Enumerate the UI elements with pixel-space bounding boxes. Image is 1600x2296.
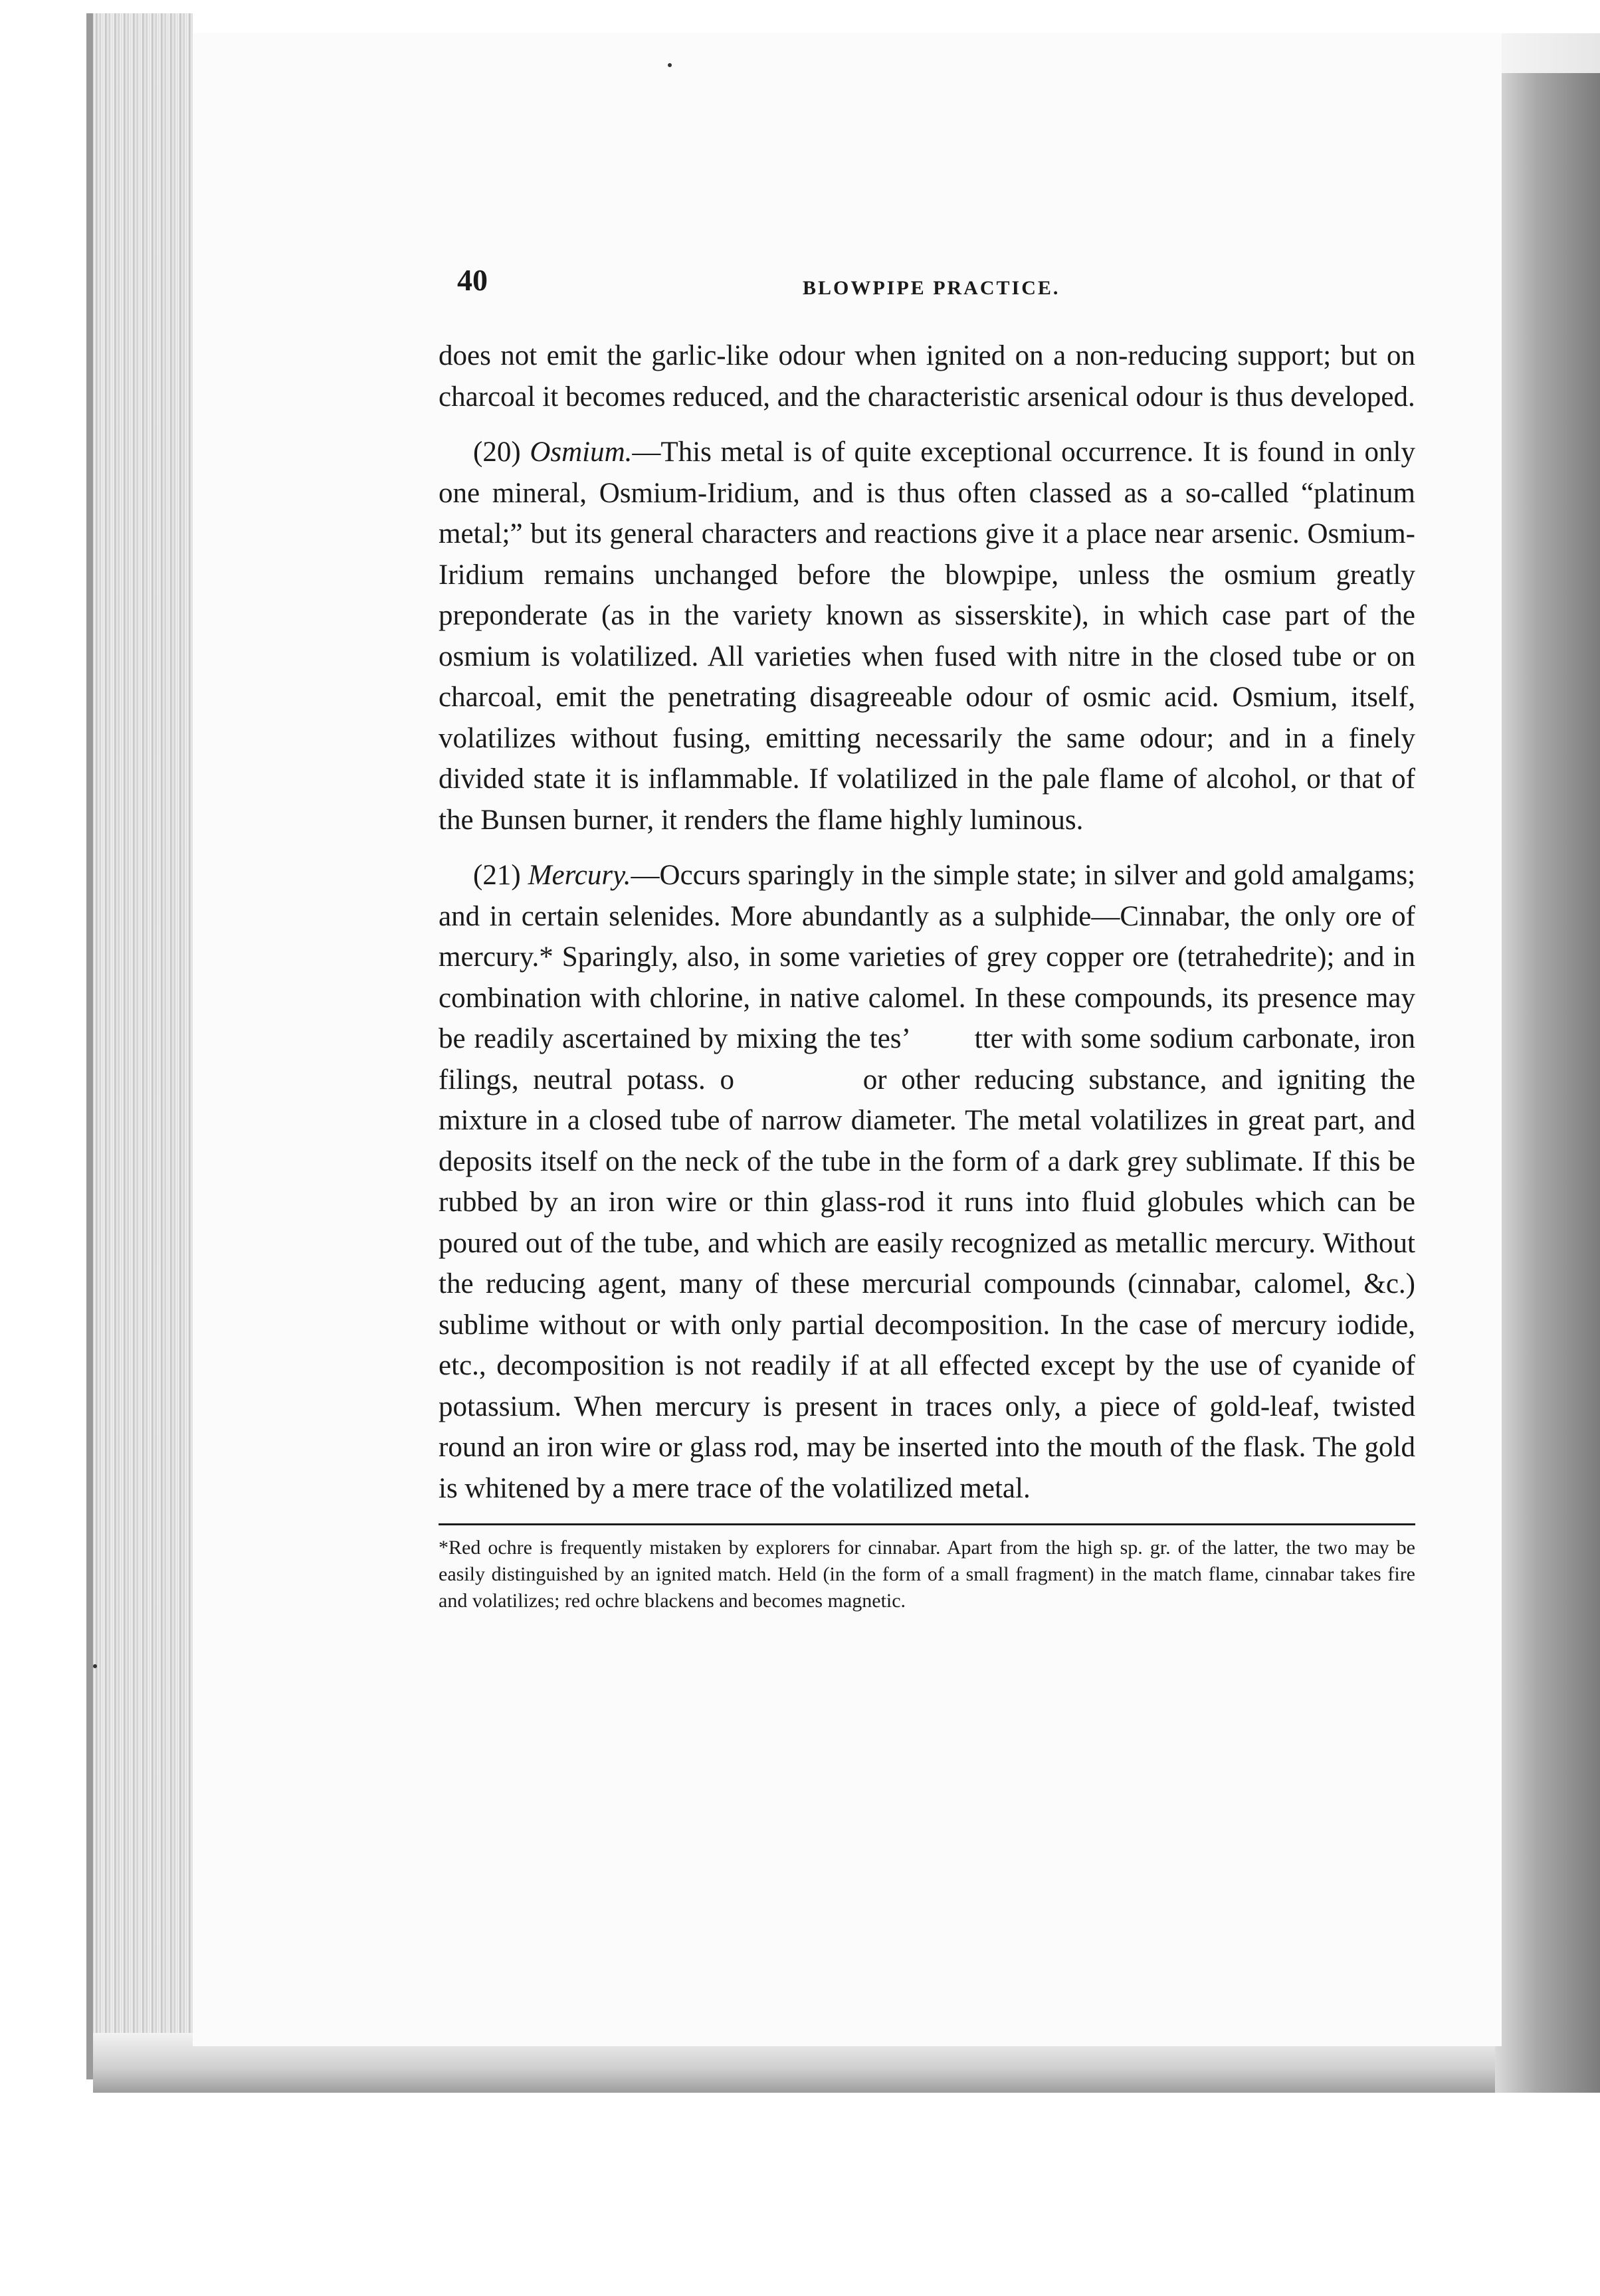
- section-text-mercury: —Occurs sparingly in the simple state; in silver and gold amalgams; and in certain selenides. More abundantly as a sulphide—Cinnabar, the only ore of mercury.* Sparingly, also, in some varieties of grey copper ore (tetrahedrite); and in combination with chlorine, in native calomel. In these compounds, its presence may be readily ascertained by mixing the tes’ tter with some sodium carbonate, iron filings, neutral potass. o or other reducing substance, and igniting the mixture in a closed tube of narrow diameter. The metal volatilizes in great part, and deposits itself on the neck of the tube in the form of a dark grey sublimate. If this be rubbed by an iron wire or thin glass-rod it runs into fluid globules which can be poured out of the tube, and which are easily recognized as metallic mercury. Without the reducing agent, many of these mercurial compounds (cinnabar, calomel, &c.) sublime without or with only partial decomposition. In the case of mercury iodide, etc., decomposition is not readily if at all effected except by the use of cyanide of potassium. When mercury is present in traces only, a piece of gold-leaf, twisted round an iron wire or glass rod, may be inserted into the mouth of the flask. The gold is whitened by a mere trace of the volatilized metal.: [439, 860, 1416, 1504]
- section-number: (20): [473, 436, 521, 468]
- book-page-edges: [93, 13, 193, 2079]
- running-head: [439, 262, 1415, 335]
- section-heading-osmium: Osmium.: [530, 436, 633, 468]
- text-block: [439, 262, 1415, 1614]
- section-text-osmium: —This metal is of quite exceptional occurrence. It is found in only one mineral, Osmium-Iridium, and is thus often classed as a so-called “platinum metal;” but its general characters and reactions give it a place near arsenic. Osmium-Iridium remains unchanged before the blowpipe, unless the osmium greatly preponderate (as in the variety known as sisserskite), in which case part of the osmium is volatilized. All varieties when fused with nitre in the closed tube or on charcoal, emit the penetrating disagreeable odour of osmic acid. Osmium, itself, volatilizes without fusing, emitting necessarily the same odour; and in a finely divided state it is inflammable. If volatilized in the pale flame of alcohol, or that of the Bunsen burner, it renders the flame highly luminous.: [439, 436, 1415, 836]
- paragraph-mercury: [439, 855, 1415, 1509]
- footnote-rule: [439, 1523, 1415, 1525]
- section-heading-mercury: Mercury.: [528, 860, 631, 891]
- section-number: (21): [473, 860, 521, 891]
- paragraph-osmium: [439, 432, 1415, 840]
- body-text: [439, 335, 1415, 1509]
- right-page-shadow: [1495, 73, 1600, 2093]
- page-number: 40: [457, 263, 488, 297]
- stray-mark: [93, 1664, 97, 1668]
- footnote: *Red ochre is frequently mistaken by explorers for cinnabar. Apart from the high sp. gr. of the latter, the two may be easily distinguished by an ignited match. Held (in the form of a small fragment) in the match flame, cinnabar takes fire and volatilizes; red ochre blackens and becomes magnetic.: [439, 1537, 1415, 1612]
- paragraph-continued: does not emit the garlic-like odour when ignited on a non-reducing support; but on charcoal it becomes reduced, and the characteristic arsenical odour is thus developed.: [439, 340, 1415, 413]
- stray-mark: [668, 63, 672, 67]
- running-title: BLOWPIPE PRACTICE.: [803, 277, 1060, 299]
